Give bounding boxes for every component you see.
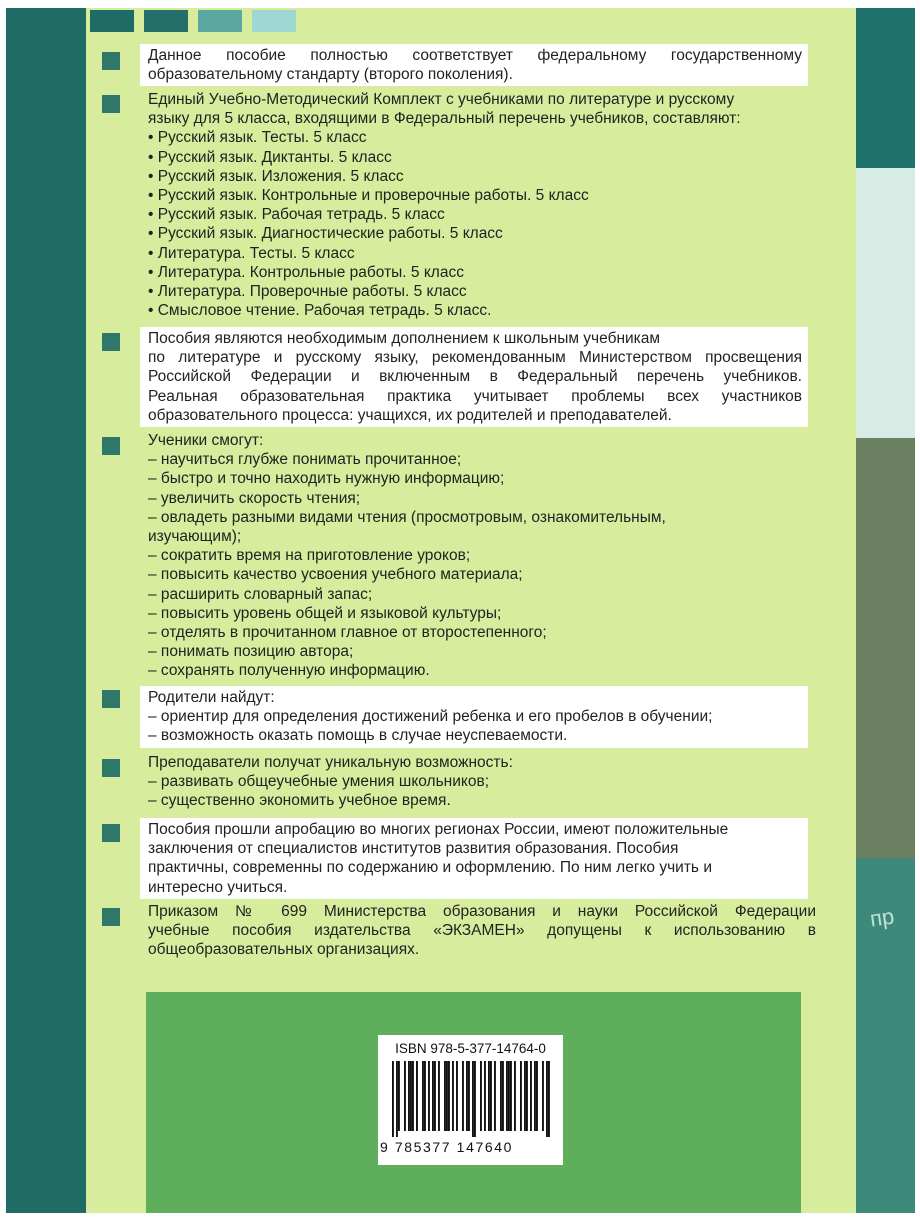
- list-item: – научиться глубже понимать прочитанное;: [148, 451, 462, 469]
- barcode-bar: [474, 1061, 476, 1137]
- list-item: изучающим);: [148, 528, 242, 546]
- barcode-bar: [508, 1061, 510, 1131]
- section-parents: [140, 686, 808, 748]
- section-standard: [140, 44, 808, 86]
- barcode-bar: [484, 1061, 486, 1131]
- barcode-bar: [396, 1061, 398, 1137]
- section-marker-icon: [102, 52, 120, 70]
- list-item: – возможность оказать помощь в случае неуспеваемости.: [148, 727, 568, 745]
- barcode-bar: [490, 1061, 492, 1131]
- barcode-bar: [542, 1061, 544, 1131]
- barcode-bar: [466, 1061, 468, 1131]
- list-item: • Русский язык. Диагностические работы. 5 класс: [148, 225, 503, 243]
- list-item: • Литература. Проверочные работы. 5 класс: [148, 283, 467, 301]
- text-line: Приказом № 699 Министерства образования и науки Российской Федерации: [148, 903, 816, 920]
- section-students: [140, 431, 816, 681]
- text-line: Преподаватели получат уникальную возможность:: [148, 754, 513, 771]
- isbn-digits: 9 785377 147640: [380, 1139, 513, 1155]
- decor-square: [90, 10, 134, 32]
- list-item: – ориентир для определения достижений ребенка и его пробелов в обучении;: [148, 708, 713, 726]
- section-kit-list: [140, 90, 816, 320]
- list-item: • Русский язык. Диктанты. 5 класс: [148, 148, 392, 166]
- text-line: общеобразовательных организациях.: [148, 941, 420, 959]
- barcode-bar: [408, 1061, 410, 1131]
- barcode-bar: [494, 1061, 496, 1131]
- section-order: [140, 902, 816, 960]
- list-item: – существенно экономить учебное время.: [148, 792, 451, 810]
- list-item: • Литература. Тесты. 5 класс: [148, 244, 355, 262]
- barcode-bar: [510, 1061, 512, 1131]
- barcode-bar: [434, 1061, 436, 1131]
- text-line: Единый Учебно-Методический Комплект с учебниками по литературе и русскому: [148, 91, 735, 108]
- list-item: – понимать позицию автора;: [148, 643, 354, 661]
- barcode-bar: [472, 1061, 474, 1137]
- section-marker-icon: [102, 690, 120, 708]
- text-line: языку для 5 класса, входящими в Федеральный перечень учебников, составляют:: [148, 110, 741, 128]
- decorative-squares: [90, 10, 296, 32]
- section-marker-icon: [102, 333, 120, 351]
- decor-square: [198, 10, 242, 32]
- list-item: • Русский язык. Рабочая тетрадь. 5 класс: [148, 206, 445, 224]
- barcode-bar: [530, 1061, 532, 1131]
- text-line: Пособия являются необходимым дополнением к школьным учебникам: [148, 330, 661, 347]
- barcode-bar: [488, 1061, 490, 1131]
- barcode-bar: [422, 1061, 424, 1131]
- barcode-box: [378, 1035, 563, 1165]
- barcode-bar: [502, 1061, 504, 1131]
- section-approbation: [140, 818, 808, 899]
- list-item: • Русский язык. Контрольные и проверочные работы. 5 класс: [148, 187, 589, 205]
- list-item: – сохранять полученную информацию.: [148, 662, 430, 680]
- text-line: Родители найдут:: [148, 689, 275, 706]
- section-marker-icon: [102, 95, 120, 113]
- barcode-bar: [520, 1061, 522, 1131]
- barcode-bar: [462, 1061, 464, 1131]
- barcode-bar: [468, 1061, 470, 1131]
- list-item: – повысить уровень общей и языковой культуры;: [148, 604, 502, 622]
- barcode-bar: [438, 1061, 440, 1131]
- text-line: образовательного процесса: учащихся, их родителей и преподавателей.: [148, 406, 672, 424]
- list-item: – повысить качество усвоения учебного материала;: [148, 566, 523, 584]
- barcode-bar: [448, 1061, 450, 1131]
- text-line: учебные пособия издательства «ЭКЗАМЕН» допущены к использованию в: [148, 922, 816, 940]
- barcode-bar: [536, 1061, 538, 1131]
- list-item: – развивать общеучебные умения школьников;: [148, 773, 490, 791]
- barcode-bar: [548, 1061, 550, 1137]
- list-item: – быстро и точно находить нужную информацию;: [148, 470, 505, 488]
- list-item: – расширить словарный запас;: [148, 585, 373, 603]
- barcode-bar: [546, 1061, 548, 1137]
- barcode-bar: [506, 1061, 508, 1131]
- text-line: Российской Федерации и включенным в Федеральный перечень учебников.: [148, 368, 802, 386]
- list-item: – овладеть разными видами чтения (просмотровым, ознакомительным,: [148, 508, 666, 526]
- text-line: по литературе и русскому языку, рекомендованным Министерством просвещения: [148, 349, 802, 367]
- list-item: – отделять в прочитанном главное от второстепенного;: [148, 624, 547, 642]
- barcode-bar: [526, 1061, 528, 1131]
- list-item: • Смысловое чтение. Рабочая тетрадь. 5 класс.: [148, 302, 492, 320]
- text-line: Ученики смогут:: [148, 432, 264, 449]
- cover-fragment-text: пр: [868, 903, 896, 932]
- text-line: интересно учиться.: [148, 878, 288, 896]
- barcode-bar: [412, 1061, 414, 1131]
- text-line: Данное пособие полностью соответствует федеральному государственному: [148, 47, 802, 64]
- list-item: • Литература. Контрольные работы. 5 класс: [148, 263, 464, 281]
- text-line: Реальная образовательная практика учитывает проблемы всех участников: [148, 387, 802, 405]
- barcode-bar: [446, 1061, 448, 1131]
- section-marker-icon: [102, 437, 120, 455]
- barcode-icon: [392, 1061, 552, 1137]
- barcode-bar: [452, 1061, 454, 1131]
- section-teachers: [140, 753, 816, 811]
- barcode-bar: [500, 1061, 502, 1131]
- cover-right-edge: [855, 8, 915, 1213]
- barcode-bar: [524, 1061, 526, 1131]
- barcode-bar: [514, 1061, 516, 1131]
- barcode-bar: [392, 1061, 394, 1137]
- barcode-bar: [432, 1061, 434, 1131]
- text-line: заключения от специалистов институтов развития образования. Пособия: [148, 840, 679, 858]
- section-marker-icon: [102, 759, 120, 777]
- barcode-bar: [444, 1061, 446, 1131]
- cover-left-edge: [6, 8, 86, 1213]
- isbn-label: ISBN 978-5-377-14764-0: [395, 1041, 546, 1056]
- list-item: • Русский язык. Изложения. 5 класс: [148, 167, 404, 185]
- barcode-bar: [534, 1061, 536, 1131]
- list-item: – увеличить скорость чтения;: [148, 489, 361, 507]
- list-item: – сократить время на приготовление уроков;: [148, 547, 471, 565]
- list-item: • Русский язык. Тесты. 5 класс: [148, 129, 367, 147]
- barcode-bar: [480, 1061, 482, 1131]
- section-supplement: [140, 327, 808, 427]
- section-marker-icon: [102, 908, 120, 926]
- barcode-bar: [456, 1061, 458, 1131]
- barcode-bar: [398, 1061, 400, 1131]
- section-marker-icon: [102, 824, 120, 842]
- decor-square: [252, 10, 296, 32]
- barcode-bar: [428, 1061, 430, 1131]
- text-line: практичны, современны по содержанию и оформлению. По ним легко учить и: [148, 859, 712, 877]
- text-line: образовательному стандарту (второго поколения).: [148, 66, 513, 84]
- barcode-bar: [404, 1061, 406, 1131]
- text-line: Пособия прошли апробацию во многих регионах России, имеют положительные: [148, 821, 729, 838]
- decor-square: [144, 10, 188, 32]
- barcode-bar: [410, 1061, 412, 1131]
- barcode-bar: [416, 1061, 418, 1131]
- barcode-bar: [424, 1061, 426, 1131]
